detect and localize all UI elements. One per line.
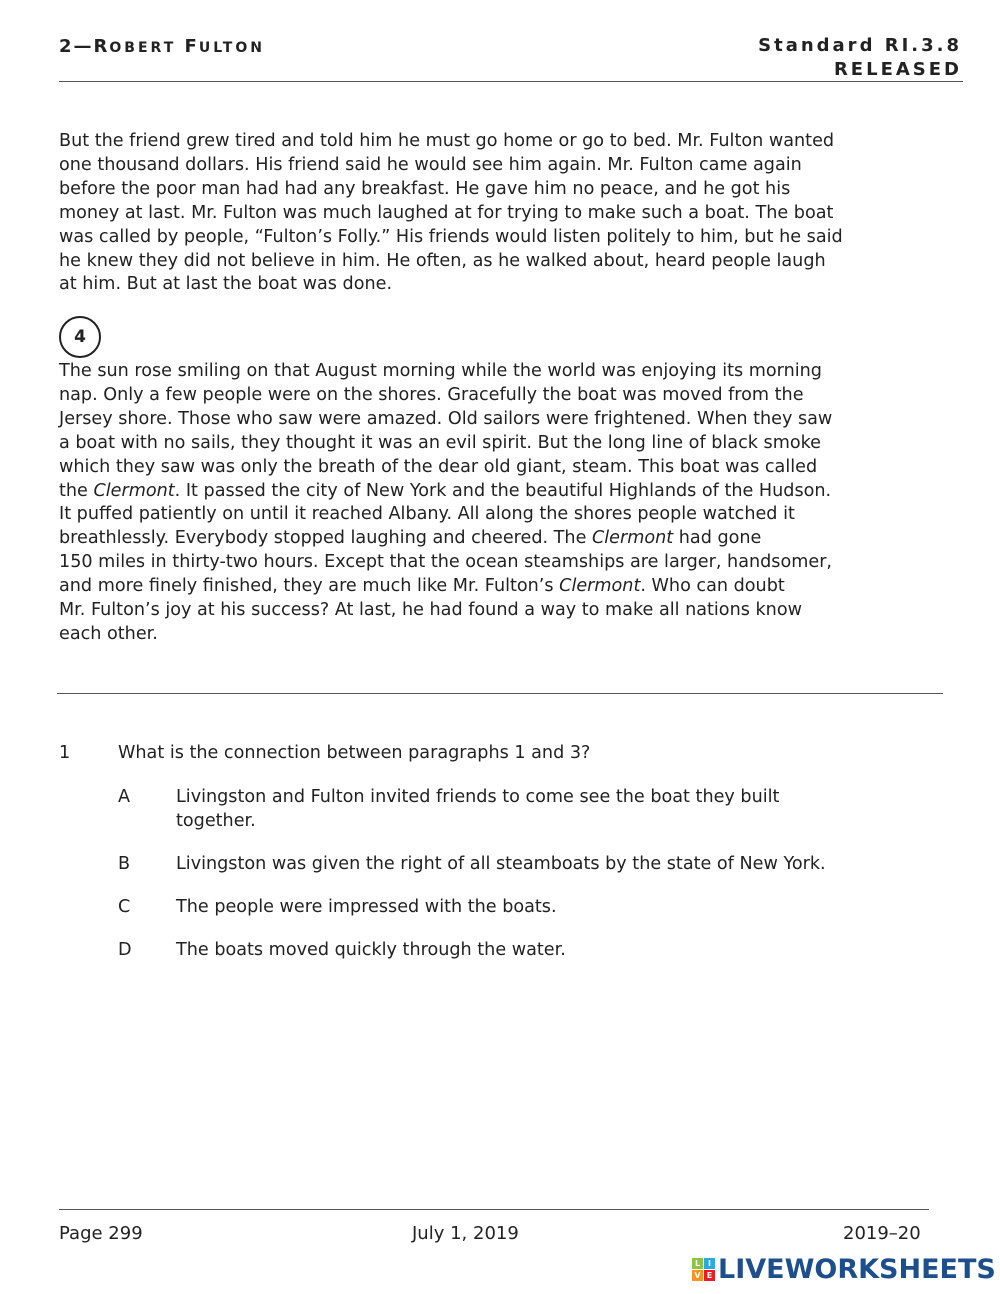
passage-line bbox=[59, 130, 843, 154]
released-status: RELEASED bbox=[833, 59, 962, 80]
page-number: Page 299 bbox=[59, 1223, 143, 1244]
option-c[interactable] bbox=[176, 896, 557, 920]
standard-code: Standard RI.3.8 bbox=[758, 35, 962, 56]
passage-line bbox=[59, 503, 832, 527]
passage-paragraph-4 bbox=[59, 360, 832, 647]
footer-date: July 1, 2019 bbox=[412, 1223, 519, 1244]
text-segment: at him. But at last the boat was done. bbox=[59, 274, 393, 295]
passage-line bbox=[59, 273, 843, 297]
passage-line bbox=[59, 384, 832, 408]
passage-line bbox=[59, 575, 832, 599]
text-segment: which they saw was only the breath of the dear old giant, steam. This boat was called bbox=[59, 456, 818, 477]
italic-title: Clermont bbox=[93, 480, 175, 501]
passage-line bbox=[59, 456, 832, 480]
option-letter[interactable]: C bbox=[118, 897, 131, 917]
header-divider bbox=[59, 81, 963, 82]
passage-divider bbox=[57, 693, 943, 694]
passage-line bbox=[59, 599, 832, 623]
standard-label bbox=[758, 34, 962, 82]
question-text: What is the connection between paragraphs 1 and 3? bbox=[118, 743, 591, 763]
logo-icon bbox=[692, 1258, 715, 1281]
text-segment: breathlessly. Everybody stopped laughing and cheered. The bbox=[59, 528, 592, 549]
passage-line bbox=[59, 551, 832, 575]
text-segment: But the friend grew tired and told him he must go home or go to bed. Mr. Fulton wanted bbox=[59, 131, 835, 151]
logo-letter-tile: V bbox=[692, 1270, 703, 1281]
title-initial: F bbox=[184, 36, 199, 57]
title-initial: R bbox=[93, 36, 110, 57]
passage-line bbox=[59, 202, 843, 226]
passage-line bbox=[59, 250, 843, 274]
option-letter[interactable]: A bbox=[118, 787, 131, 807]
logo-letter-tile: I bbox=[704, 1258, 715, 1269]
option-a[interactable] bbox=[176, 786, 779, 834]
option-text-line: Livingston was given the right of all steamboats by the state of New York. bbox=[176, 854, 826, 874]
logo-letter-tile: E bbox=[704, 1270, 715, 1281]
passage-line bbox=[59, 154, 843, 178]
passage-line bbox=[59, 408, 832, 432]
text-segment: . It passed the city of New York and the beautiful Highlands of the Hudson. bbox=[174, 480, 832, 501]
passage-line bbox=[59, 226, 843, 250]
passage-paragraph-3 bbox=[59, 130, 843, 297]
title-word: ULTON bbox=[198, 40, 265, 56]
text-segment: one thousand dollars. His friend said he would see him again. Mr. Fulton came again bbox=[59, 154, 802, 175]
option-letter[interactable]: B bbox=[118, 854, 131, 874]
text-segment: a boat with no sails, they thought it was an evil spirit. But the long line of black smoke bbox=[59, 432, 821, 453]
logo-text: LIVEWORKSHEETS bbox=[718, 1254, 996, 1285]
option-text-line: The people were impressed with the boats. bbox=[176, 897, 557, 917]
text-segment: The sun rose smiling on that August morning while the world was enjoying its morning bbox=[59, 361, 822, 381]
liveworksheets-logo bbox=[692, 1254, 996, 1285]
passage-line bbox=[59, 480, 832, 504]
option-d[interactable] bbox=[176, 939, 566, 963]
italic-title: Clermont bbox=[591, 528, 674, 549]
text-segment: each other. bbox=[59, 623, 158, 644]
footer-year: 2019–20 bbox=[843, 1223, 921, 1244]
text-segment: 150 miles in thirty-two hours. Except that the ocean steamships are larger, handsomer, bbox=[59, 552, 833, 573]
text-segment: . Who can doubt bbox=[640, 576, 785, 597]
passage-line bbox=[59, 360, 832, 384]
option-b[interactable] bbox=[176, 853, 826, 877]
text-segment: It puffed patiently on until it reached Albany. All along the shores people watched it bbox=[59, 504, 795, 525]
passage-line bbox=[59, 178, 843, 202]
paragraph-number-badge: 4 bbox=[59, 316, 101, 358]
question-number: 1 bbox=[59, 743, 71, 763]
text-segment: he knew they did not believe in him. He often, as he walked about, heard people laugh bbox=[59, 250, 826, 271]
text-segment: was called by people, “Fulton’s Folly.” His friends would listen politely to him, but he said bbox=[59, 226, 843, 247]
option-letter[interactable]: D bbox=[118, 940, 132, 960]
document-header-title bbox=[59, 36, 265, 57]
passage-line bbox=[59, 623, 832, 647]
text-segment: Mr. Fulton’s joy at his success? At last, he had found a way to make all nations know bbox=[59, 600, 802, 621]
section-number: 2— bbox=[59, 36, 94, 57]
option-text-line: together. bbox=[176, 810, 256, 831]
text-segment: money at last. Mr. Fulton was much laughed at for trying to make such a boat. The boat bbox=[59, 202, 834, 223]
text-segment: Jersey shore. Those who saw were amazed. Old sailors were frightened. When they saw bbox=[59, 408, 833, 429]
passage-line bbox=[59, 432, 832, 456]
option-text-line: The boats moved quickly through the water. bbox=[176, 940, 566, 960]
option-text-line: Livingston and Fulton invited friends to come see the boat they built bbox=[176, 787, 780, 807]
logo-letter-tile: L bbox=[692, 1258, 703, 1269]
text-segment: had gone bbox=[673, 528, 762, 549]
passage-line bbox=[59, 527, 832, 551]
text-segment: and more finely finished, they are much like Mr. Fulton’s bbox=[59, 576, 560, 597]
text-segment: the bbox=[59, 480, 94, 501]
footer-divider bbox=[59, 1209, 929, 1210]
italic-title: Clermont bbox=[559, 576, 641, 597]
text-segment: before the poor man had had any breakfast. He gave him no peace, and he got his bbox=[59, 178, 791, 199]
title-word: OBERT bbox=[109, 40, 177, 56]
text-segment: nap. Only a few people were on the shores. Gracefully the boat was moved from the bbox=[59, 384, 804, 405]
